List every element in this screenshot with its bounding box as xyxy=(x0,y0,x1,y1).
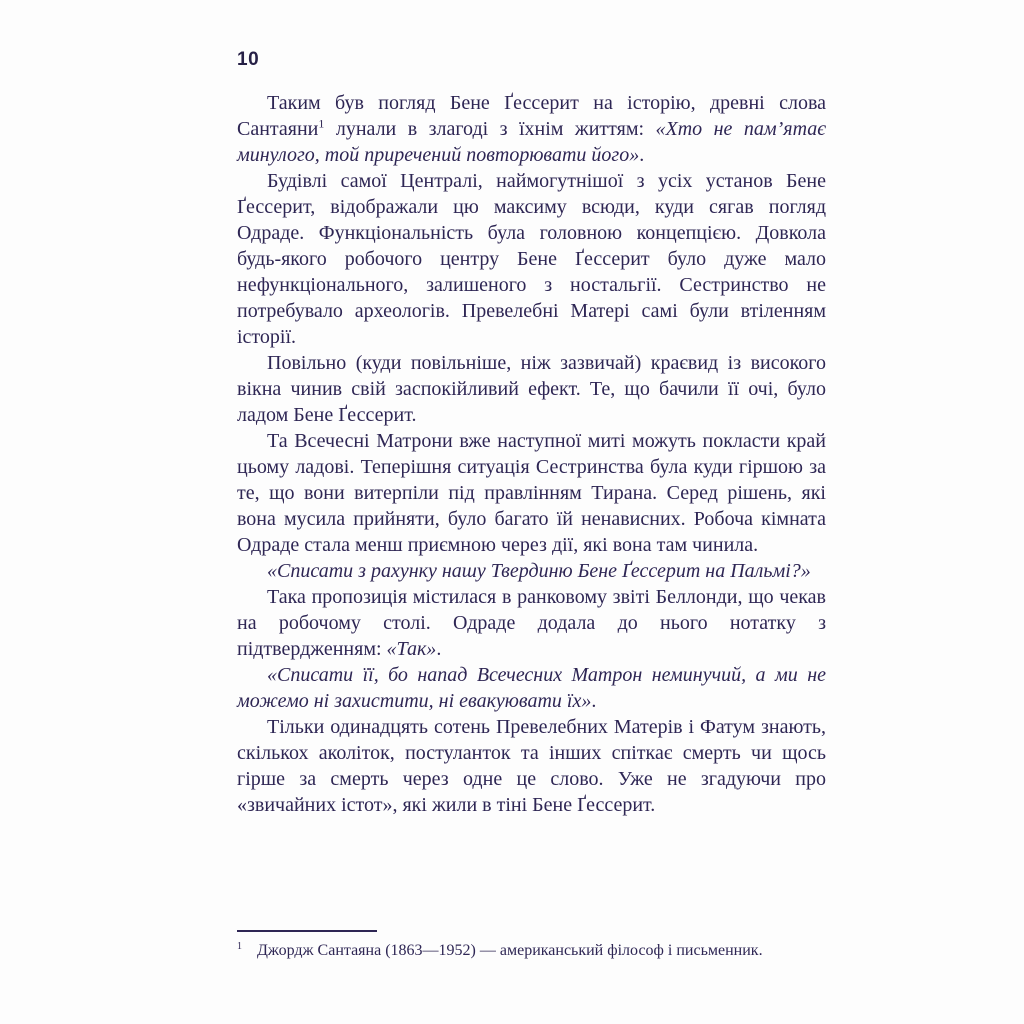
footnote-separator xyxy=(237,930,377,932)
text-run: Та Всечесні Матрони вже наступної миті можуть покласти край цьому ладові. Теперішня ситуація Сестринства була куди гіршою за те, що вони витерпіли під правлінням Тирана. Серед рішень, які вона мусила прийняти, було багато їй ненависних. Робоча кімната Одраде стала менш приємною через дії, які вона там чинила. xyxy=(237,430,826,556)
paragraph-1 xyxy=(237,90,826,168)
paragraph-6 xyxy=(237,584,826,662)
paragraph-3 xyxy=(237,350,826,428)
italic-run: «Так» xyxy=(386,638,437,660)
paragraph-7 xyxy=(237,662,826,714)
paragraph-2 xyxy=(237,168,826,350)
text-block xyxy=(237,90,826,818)
text-run: Тільки одинадцять сотень Превелебних Матерів і Фатум знають, скількох аколіток, постуланток та інших спіткає смерть чи щось гірше за смерть через одне це слово. Уже не згадуючи про «звичайних істот», які жили в тіні Бене Ґессерит. xyxy=(237,716,826,816)
text-run: . xyxy=(591,690,597,712)
text-run: . xyxy=(436,638,442,660)
footnote xyxy=(237,941,826,961)
footnote-reference: 1 xyxy=(318,116,325,131)
text-run: Таким був погляд Бене Ґессерит на історію, древні слова Сантаяни xyxy=(237,92,826,140)
footnote-marker: 1 xyxy=(237,940,242,952)
paragraph-4 xyxy=(237,428,826,558)
italic-run: «Списати з рахунку нашу Твердиню Бене Ґессерит на Пальмі?» xyxy=(267,560,811,582)
page-number: 10 xyxy=(237,49,260,70)
paragraph-5 xyxy=(237,558,826,584)
text-run: . xyxy=(639,144,645,166)
footnote-block xyxy=(237,930,826,961)
paragraph-8 xyxy=(237,714,826,818)
text-run: Будівлі самої Централі, наймогутнішої з усіх установ Бене Ґессерит, відображали цю максиму всюди, куди сягав погляд Одраде. Функціональність була головною концепцією. Довкола будь-якого робочого центру Бене Ґессерит було дуже мало нефункціонального, залишеного з ностальгії. Сестринство не потребувало археологів. Превелебні Матері самі були втіленням історії. xyxy=(237,170,826,348)
text-run: Повільно (куди повільніше, ніж зазвичай) краєвид із високого вікна чинив свій заспокійливий ефект. Те, що бачили її очі, було ладом Бене Ґессерит. xyxy=(237,352,826,426)
text-run: лунали в злагоді з їхнім життям: xyxy=(324,118,656,140)
italic-run: «Хто не пам’ятає минулого, той приречений повторювати його» xyxy=(237,118,826,166)
italic-run: «Списати її, бо напад Всечесних Матрон неминучий, а ми не можемо ні захистити, ні евакуювати їх» xyxy=(237,664,826,712)
footnote-text: Джордж Сантаяна (1863—1952) — американський філософ і письменник. xyxy=(257,942,763,959)
text-run: Така пропозиція містилася в ранковому звіті Беллонди, що чекав на робочому столі. Одраде додала до нього нотатку з підтвердженням: xyxy=(237,586,826,660)
